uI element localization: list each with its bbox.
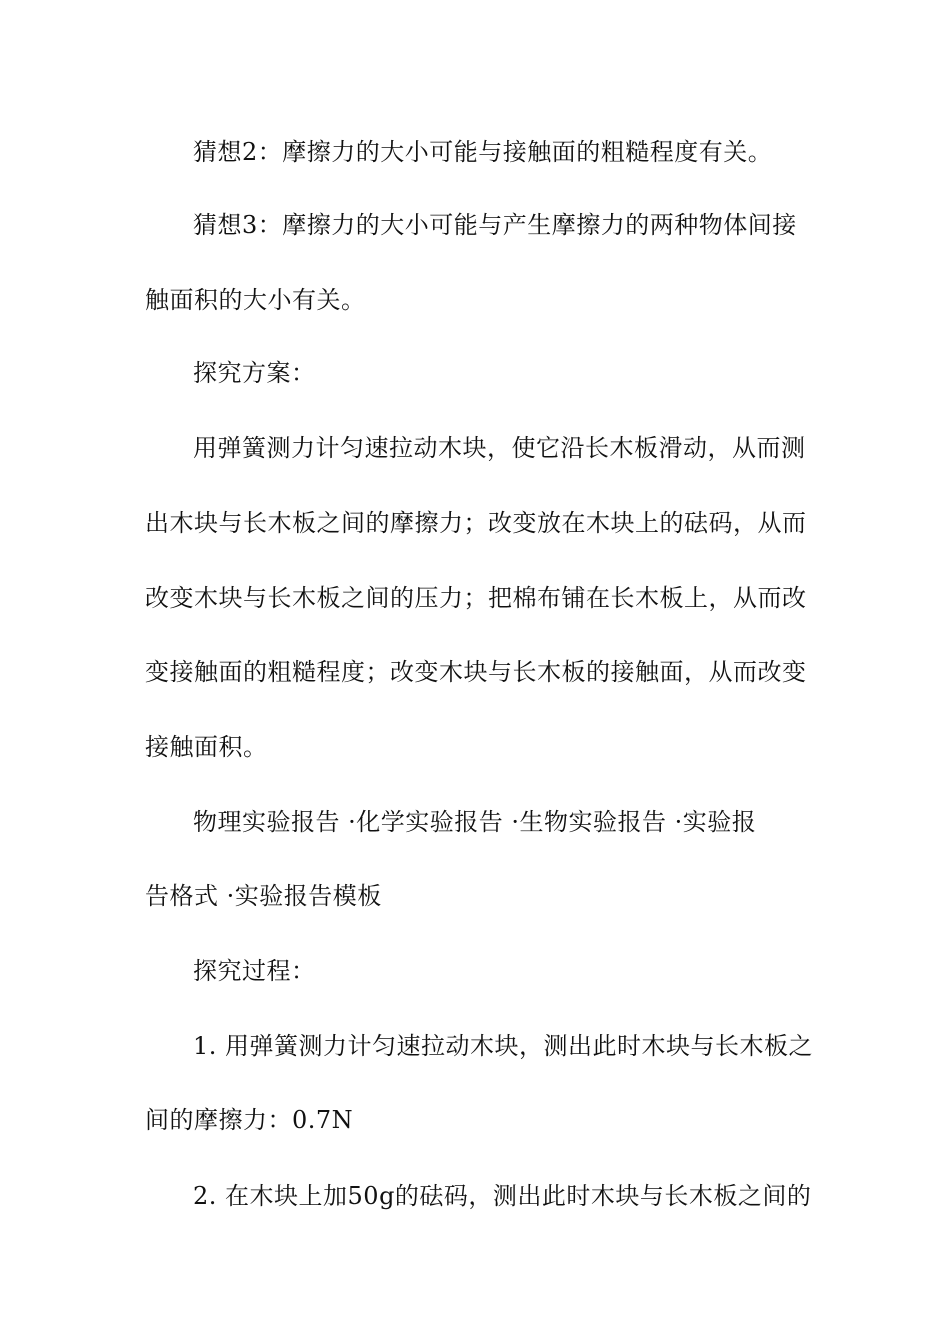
plan-text-line-2: 出木块与长木板之间的摩擦力；改变放在木块上的砝码，从而 xyxy=(145,509,807,537)
plan-heading: 探究方案： xyxy=(193,359,316,387)
plan-text-line-1: 用弹簧测力计匀速拉动木块，使它沿长木板滑动，从而测 xyxy=(193,434,806,462)
related-links-line-2: 告格式 ·实验报告模板 xyxy=(145,882,382,910)
step-1-line-2: 间的摩擦力：0.7N xyxy=(145,1106,354,1134)
step-2-line-1: 2. 在木块上加50g的砝码，测出此时木块与长木板之间的 xyxy=(193,1182,812,1210)
process-heading: 探究过程： xyxy=(193,957,316,985)
plan-text-line-5: 接触面积。 xyxy=(145,733,268,761)
hypothesis-3-line-2: 触面积的大小有关。 xyxy=(145,286,366,314)
plan-text-line-3: 改变木块与长木板之间的压力；把棉布铺在长木板上，从而改 xyxy=(145,584,807,612)
related-links-line-1: 物理实验报告 ·化学实验报告 ·生物实验报告 ·实验报 xyxy=(193,808,757,836)
step-1-line-1: 1. 用弹簧测力计匀速拉动木块，测出此时木块与长木板之 xyxy=(193,1032,814,1060)
plan-text-line-4: 变接触面的粗糙程度；改变木块与长木板的接触面，从而改变 xyxy=(145,658,807,686)
hypothesis-3-line-1: 猜想3：摩擦力的大小可能与产生摩擦力的两种物体间接 xyxy=(193,211,797,239)
hypothesis-2-line: 猜想2：摩擦力的大小可能与接触面的粗糙程度有关。 xyxy=(193,138,773,166)
